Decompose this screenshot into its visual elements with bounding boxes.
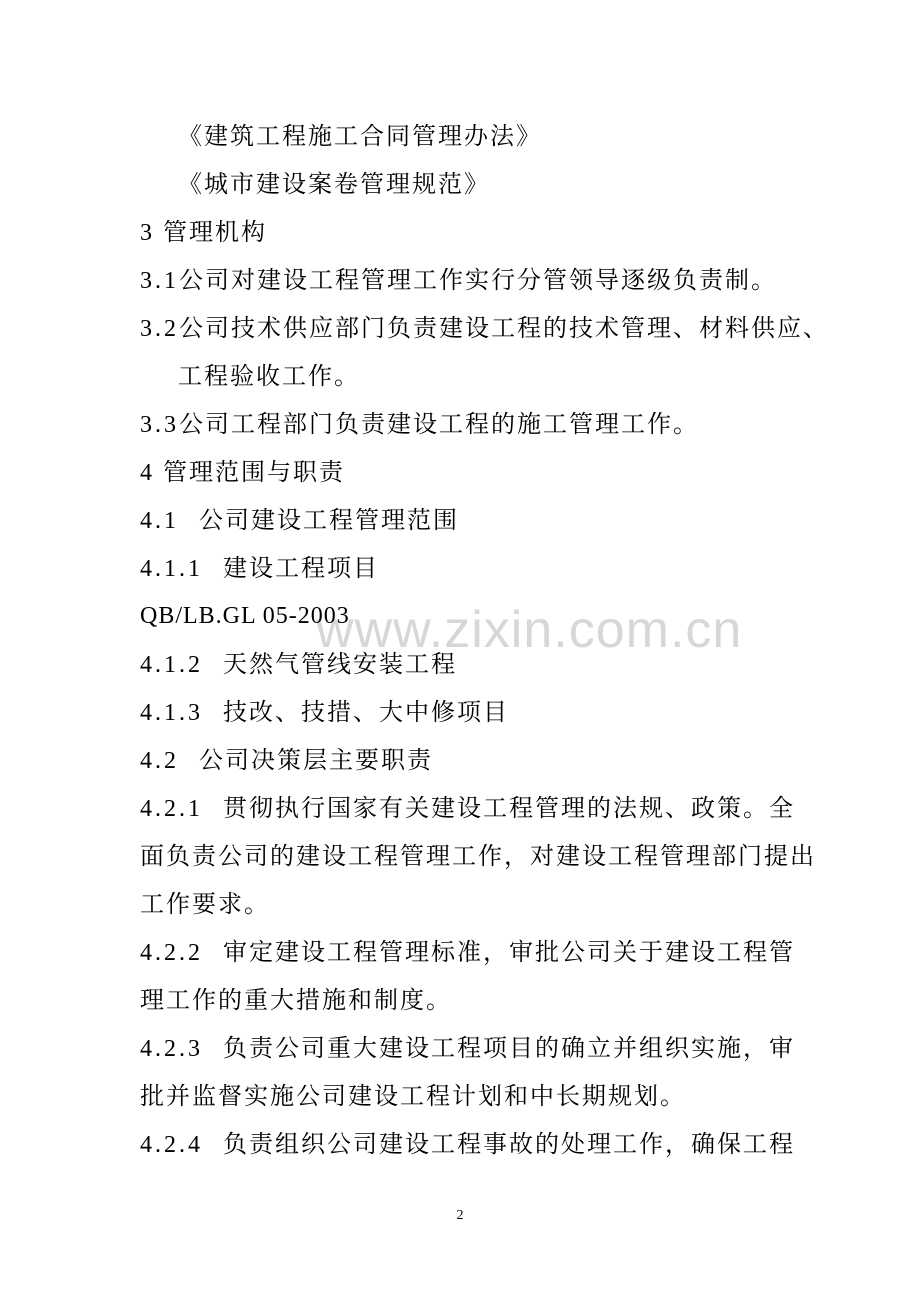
item-text: 公司决策层主要职责: [199, 746, 433, 774]
section-title: 管理机构: [163, 218, 267, 246]
reference-archive-standard: 《城市建设案卷管理规范》: [178, 170, 490, 198]
item-3-2: [140, 314, 829, 343]
item-4-2-3-line-2: 批并监督实施公司建设工程计划和中长期规划。: [140, 1082, 686, 1110]
item-4-1-2: [140, 650, 790, 679]
item-number: 4.2.4: [140, 1132, 203, 1158]
item-number: 4.1.2: [140, 652, 203, 678]
item-text: 公司技术供应部门负责建设工程的技术管理、材料供应、: [179, 314, 829, 342]
document-code: QB/LB.GL 05-2003: [140, 603, 350, 629]
section-number: 4: [140, 460, 155, 486]
section-title: 管理范围与职责: [163, 458, 345, 486]
section-3-heading: [140, 218, 790, 247]
item-text: 公司建设工程管理范围: [199, 506, 459, 534]
item-text: 公司工程部门负责建设工程的施工管理工作。: [179, 410, 699, 438]
item-4-2-2: [140, 938, 795, 967]
item-number: 4.1.1: [140, 556, 203, 582]
section-4-heading: [140, 458, 790, 487]
section-number: 3: [140, 220, 155, 246]
item-text: 负责组织公司建设工程事故的处理工作，确保工程: [223, 1130, 795, 1158]
item-4-2-2-line-2: 理工作的重大措施和制度。: [140, 986, 452, 1014]
item-text: 审定建设工程管理标准，审批公司关于建设工程管: [223, 938, 795, 966]
item-text: 天然气管线安装工程: [223, 650, 457, 678]
item-4-1-1: [140, 554, 790, 583]
item-4-2: [140, 746, 790, 775]
item-4-1: [140, 506, 790, 535]
item-number: 4.1: [140, 508, 179, 534]
item-3-3: [140, 410, 790, 439]
item-4-1-3: [140, 698, 790, 727]
page-number: 2: [456, 1208, 464, 1223]
item-number: 4.2.3: [140, 1036, 203, 1062]
item-number: 4.2: [140, 748, 179, 774]
item-number: 4.1.3: [140, 700, 203, 726]
item-4-2-1-line-2: 面负责公司的建设工程管理工作，对建设工程管理部门提出: [140, 842, 816, 870]
reference-contract-management: 《建筑工程施工合同管理办法》: [178, 122, 542, 150]
item-number: 4.2.1: [140, 796, 203, 822]
item-number: 3.3: [140, 412, 179, 438]
item-4-2-3: [140, 1034, 795, 1063]
item-text: 公司对建设工程管理工作实行分管领导逐级负责制。: [179, 266, 777, 294]
item-number: 3.1: [140, 268, 179, 294]
item-4-2-1: [140, 794, 795, 823]
item-text: 建设工程项目: [223, 554, 379, 582]
item-text: 负责公司重大建设工程项目的确立并组织实施，审: [223, 1034, 795, 1062]
item-4-2-1-line-3: 工作要求。: [140, 890, 270, 918]
item-3-2-continued: 工程验收工作。: [178, 362, 360, 390]
item-text: 贯彻执行国家有关建设工程管理的法规、政策。全: [223, 794, 795, 822]
item-3-1: [140, 266, 790, 295]
watermark: www.zixin.com.cn: [316, 601, 743, 659]
item-number: 4.2.2: [140, 940, 203, 966]
item-4-2-4: [140, 1130, 795, 1159]
item-number: 3.2: [140, 316, 179, 342]
item-text: 技改、技措、大中修项目: [223, 698, 509, 726]
